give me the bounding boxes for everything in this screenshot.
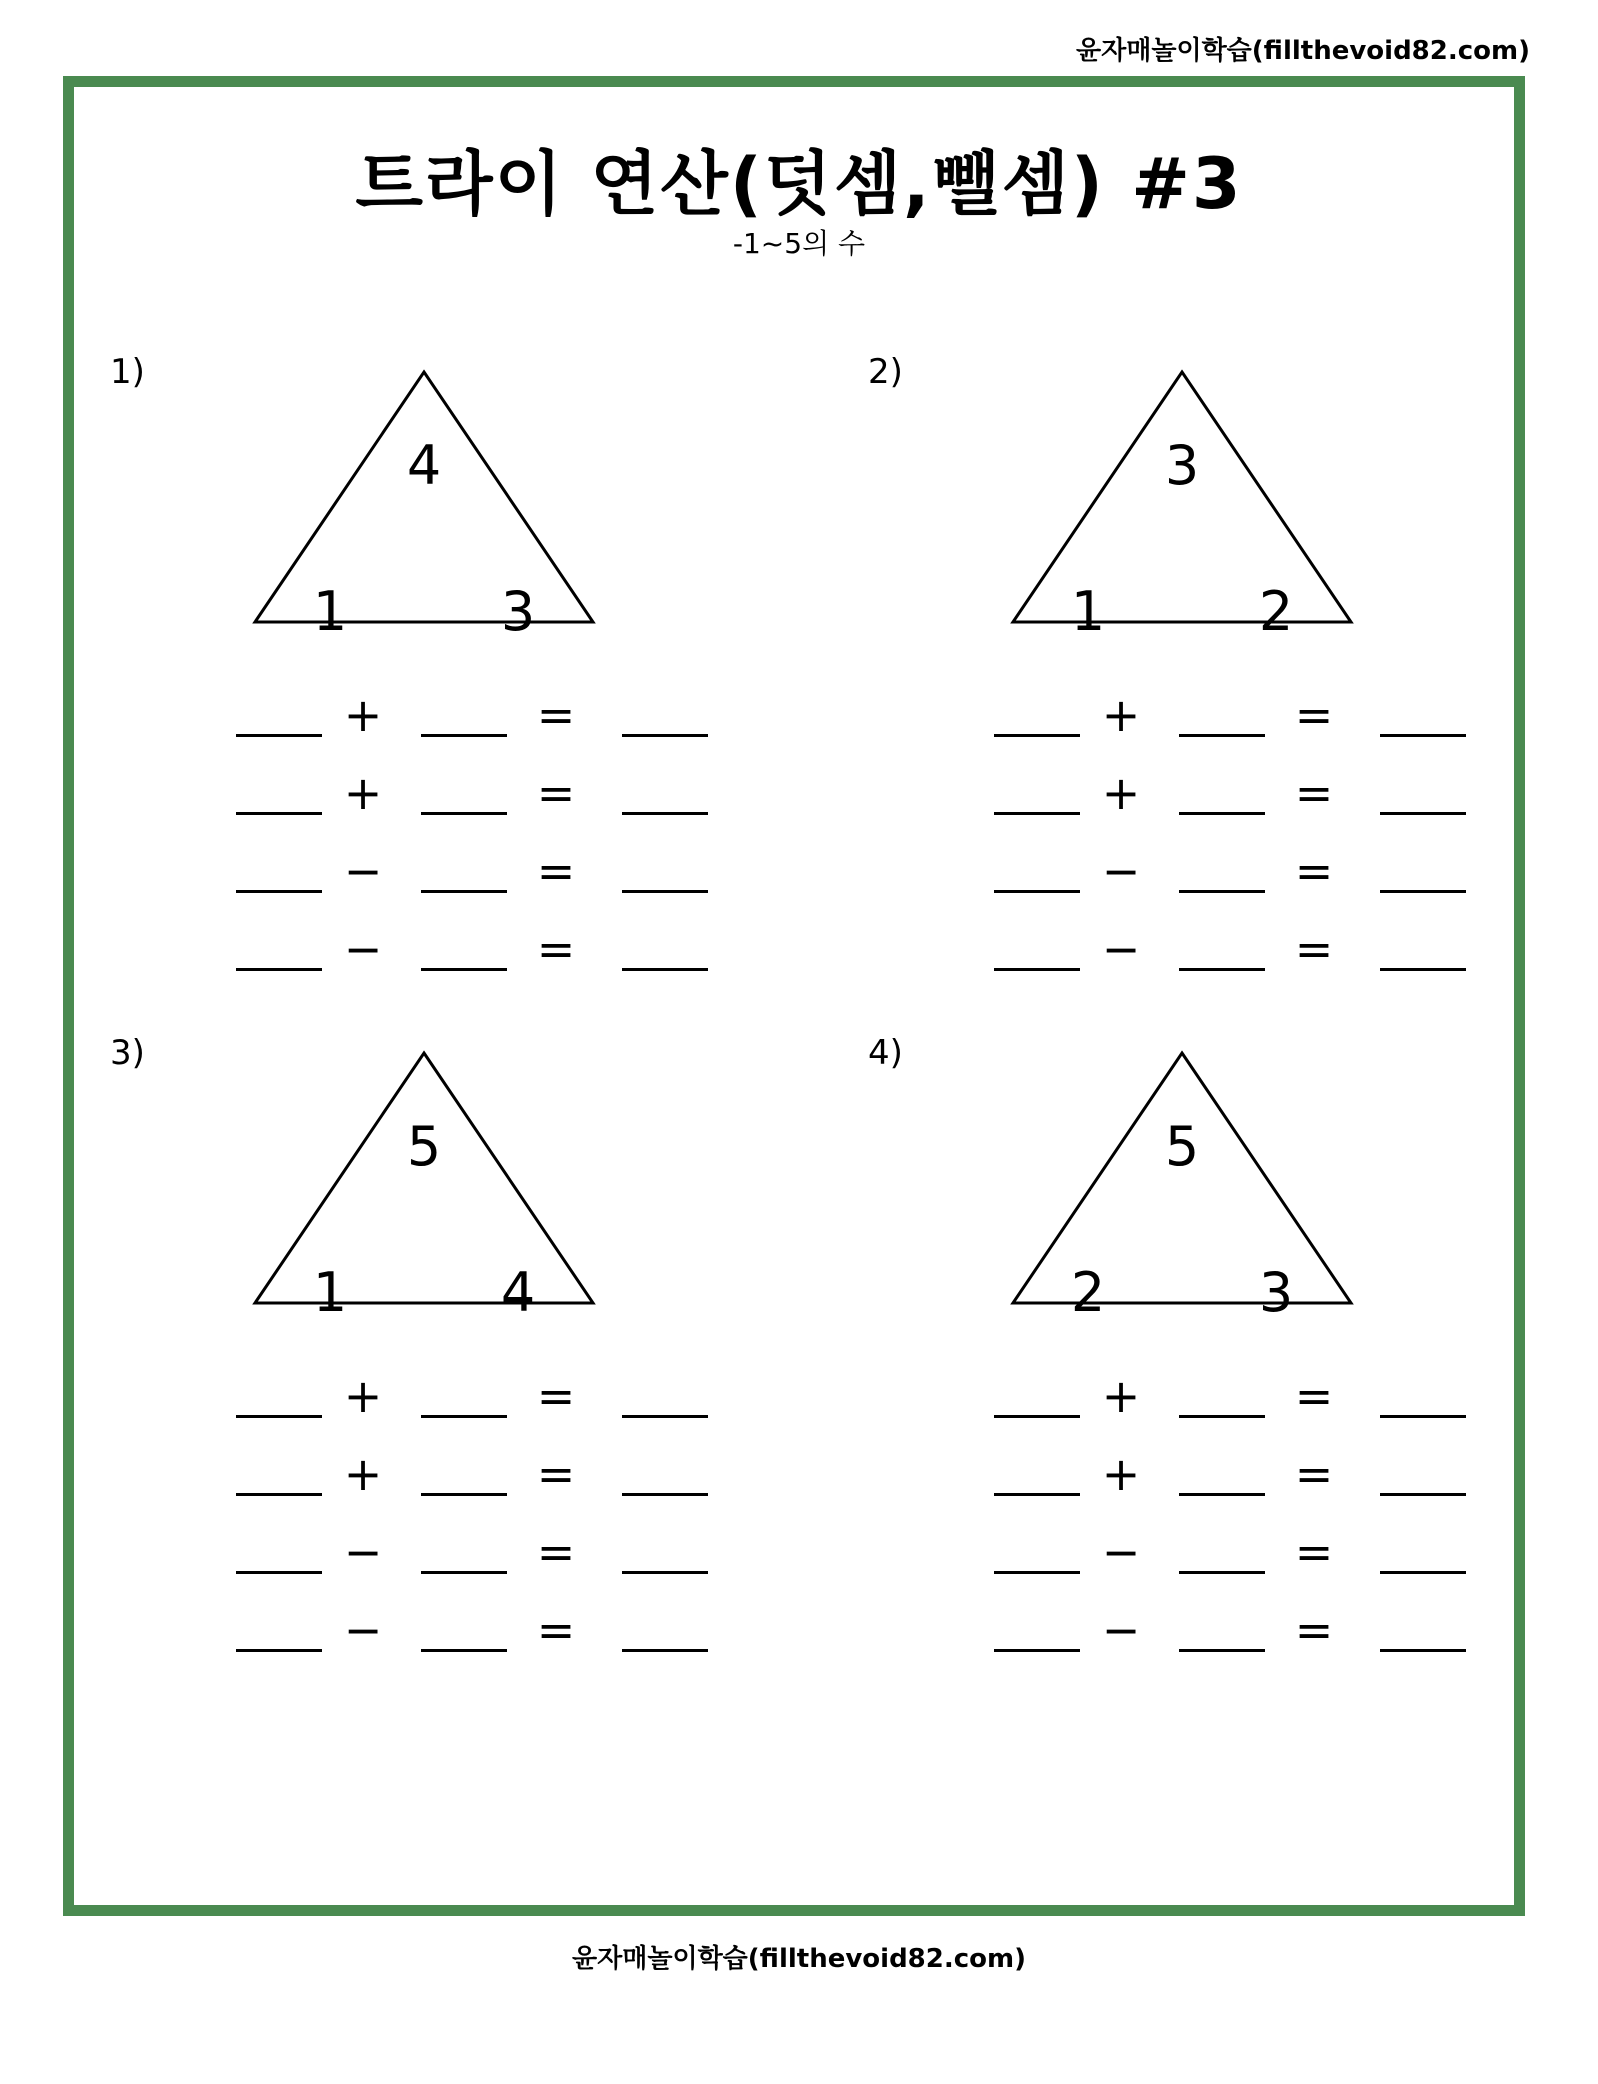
answer-blank[interactable] xyxy=(1380,968,1466,971)
answer-blank[interactable] xyxy=(994,890,1080,893)
number-triangle xyxy=(868,1033,1488,1333)
answer-blank[interactable] xyxy=(421,968,507,971)
minus-sign: − xyxy=(343,844,383,898)
minus-sign: − xyxy=(1101,922,1141,976)
equation-row xyxy=(868,768,1488,828)
answer-blank[interactable] xyxy=(421,1493,507,1496)
problem-3 xyxy=(110,1033,730,1693)
triangle-right-number: 2 xyxy=(1258,580,1294,643)
footer-credit: 윤자매놀이학습(fillthevoid82.com) xyxy=(571,1944,1026,1974)
answer-blank[interactable] xyxy=(622,1415,708,1418)
triangle-top-number: 5 xyxy=(406,1115,442,1178)
answer-blank[interactable] xyxy=(236,1571,322,1574)
answer-blank[interactable] xyxy=(1179,1493,1265,1496)
answer-blank[interactable] xyxy=(236,812,322,815)
minus-sign: − xyxy=(343,1603,383,1657)
plus-sign: + xyxy=(343,1369,383,1423)
answer-blank[interactable] xyxy=(1380,1415,1466,1418)
plus-sign: + xyxy=(1101,1369,1141,1423)
number-triangle xyxy=(110,1033,730,1333)
plus-sign: + xyxy=(343,688,383,742)
equation-row xyxy=(868,924,1488,984)
equals-sign: = xyxy=(1294,766,1334,820)
equals-sign: = xyxy=(1294,1525,1334,1579)
equation-row xyxy=(868,1605,1488,1665)
triangle-top-number: 5 xyxy=(1164,1115,1200,1178)
problem-number: 4) xyxy=(868,1033,903,1073)
answer-blank[interactable] xyxy=(994,734,1080,737)
equation-row xyxy=(110,768,730,828)
triangle-top-number: 4 xyxy=(406,434,442,497)
answer-blank[interactable] xyxy=(994,1493,1080,1496)
equation-row xyxy=(110,690,730,750)
answer-blank[interactable] xyxy=(421,1415,507,1418)
triangle-right-number: 3 xyxy=(1258,1261,1294,1324)
answer-blank[interactable] xyxy=(236,1415,322,1418)
minus-sign: − xyxy=(1101,844,1141,898)
equation-row xyxy=(110,1527,730,1587)
answer-blank[interactable] xyxy=(622,734,708,737)
minus-sign: − xyxy=(343,1525,383,1579)
answer-blank[interactable] xyxy=(622,890,708,893)
answer-blank[interactable] xyxy=(236,1493,322,1496)
answer-blank[interactable] xyxy=(1179,734,1265,737)
answer-blank[interactable] xyxy=(1380,1649,1466,1652)
number-triangle xyxy=(110,352,730,652)
answer-blank[interactable] xyxy=(994,812,1080,815)
answer-blank[interactable] xyxy=(994,968,1080,971)
answer-blank[interactable] xyxy=(421,812,507,815)
triangle-right-number: 3 xyxy=(500,580,536,643)
equals-sign: = xyxy=(536,1369,576,1423)
equation-row xyxy=(110,1371,730,1431)
equation-row xyxy=(868,1527,1488,1587)
equals-sign: = xyxy=(1294,1603,1334,1657)
answer-blank[interactable] xyxy=(421,1649,507,1652)
problem-1 xyxy=(110,352,730,1012)
minus-sign: − xyxy=(1101,1525,1141,1579)
equation-row xyxy=(110,1605,730,1665)
answer-blank[interactable] xyxy=(994,1571,1080,1574)
answer-blank[interactable] xyxy=(421,1571,507,1574)
triangle-left-number: 2 xyxy=(1070,1261,1106,1324)
answer-blank[interactable] xyxy=(236,890,322,893)
worksheet-subtitle: -1~5의 수 xyxy=(732,227,866,260)
equals-sign: = xyxy=(536,1603,576,1657)
answer-blank[interactable] xyxy=(1179,1571,1265,1574)
equation-row xyxy=(868,1449,1488,1509)
minus-sign: − xyxy=(1101,1603,1141,1657)
triangle-left-number: 1 xyxy=(1070,580,1106,643)
problem-4 xyxy=(868,1033,1488,1693)
plus-sign: + xyxy=(1101,766,1141,820)
problem-2 xyxy=(868,352,1488,1012)
answer-blank[interactable] xyxy=(1179,812,1265,815)
worksheet-title: 트라이 연산(덧셈,뺄셈) #3 xyxy=(355,143,1243,225)
answer-blank[interactable] xyxy=(622,812,708,815)
answer-blank[interactable] xyxy=(1380,1493,1466,1496)
answer-blank[interactable] xyxy=(236,734,322,737)
answer-blank[interactable] xyxy=(622,968,708,971)
answer-blank[interactable] xyxy=(1179,968,1265,971)
triangle-left-number: 1 xyxy=(312,580,348,643)
answer-blank[interactable] xyxy=(994,1415,1080,1418)
equals-sign: = xyxy=(1294,688,1334,742)
equation-row xyxy=(110,846,730,906)
answer-blank[interactable] xyxy=(236,968,322,971)
answer-blank[interactable] xyxy=(236,1649,322,1652)
number-triangle xyxy=(868,352,1488,652)
triangle-top-number: 3 xyxy=(1164,434,1200,497)
answer-blank[interactable] xyxy=(622,1493,708,1496)
equals-sign: = xyxy=(1294,1369,1334,1423)
plus-sign: + xyxy=(1101,688,1141,742)
plus-sign: + xyxy=(343,766,383,820)
equals-sign: = xyxy=(536,844,576,898)
equation-row xyxy=(110,924,730,984)
triangle-right-number: 4 xyxy=(500,1261,536,1324)
problem-number: 2) xyxy=(868,352,903,392)
equals-sign: = xyxy=(1294,844,1334,898)
answer-blank[interactable] xyxy=(1179,890,1265,893)
problem-number: 3) xyxy=(110,1033,145,1073)
equals-sign: = xyxy=(536,1447,576,1501)
equals-sign: = xyxy=(536,922,576,976)
minus-sign: − xyxy=(343,922,383,976)
plus-sign: + xyxy=(1101,1447,1141,1501)
answer-blank[interactable] xyxy=(994,1649,1080,1652)
answer-blank[interactable] xyxy=(1380,1571,1466,1574)
answer-blank[interactable] xyxy=(1380,890,1466,893)
equation-row xyxy=(868,690,1488,750)
problem-number: 1) xyxy=(110,352,145,392)
plus-sign: + xyxy=(343,1447,383,1501)
answer-blank[interactable] xyxy=(622,1571,708,1574)
equals-sign: = xyxy=(536,1525,576,1579)
header-credit: 윤자매놀이학습(fillthevoid82.com) xyxy=(1075,36,1530,66)
equals-sign: = xyxy=(536,688,576,742)
equals-sign: = xyxy=(1294,922,1334,976)
answer-blank[interactable] xyxy=(1380,812,1466,815)
equation-row xyxy=(868,1371,1488,1431)
answer-blank[interactable] xyxy=(421,890,507,893)
answer-blank[interactable] xyxy=(622,1649,708,1652)
answer-blank[interactable] xyxy=(1380,734,1466,737)
answer-blank[interactable] xyxy=(1179,1415,1265,1418)
equation-row xyxy=(868,846,1488,906)
answer-blank[interactable] xyxy=(421,734,507,737)
equation-row xyxy=(110,1449,730,1509)
equals-sign: = xyxy=(1294,1447,1334,1501)
equals-sign: = xyxy=(536,766,576,820)
triangle-left-number: 1 xyxy=(312,1261,348,1324)
answer-blank[interactable] xyxy=(1179,1649,1265,1652)
